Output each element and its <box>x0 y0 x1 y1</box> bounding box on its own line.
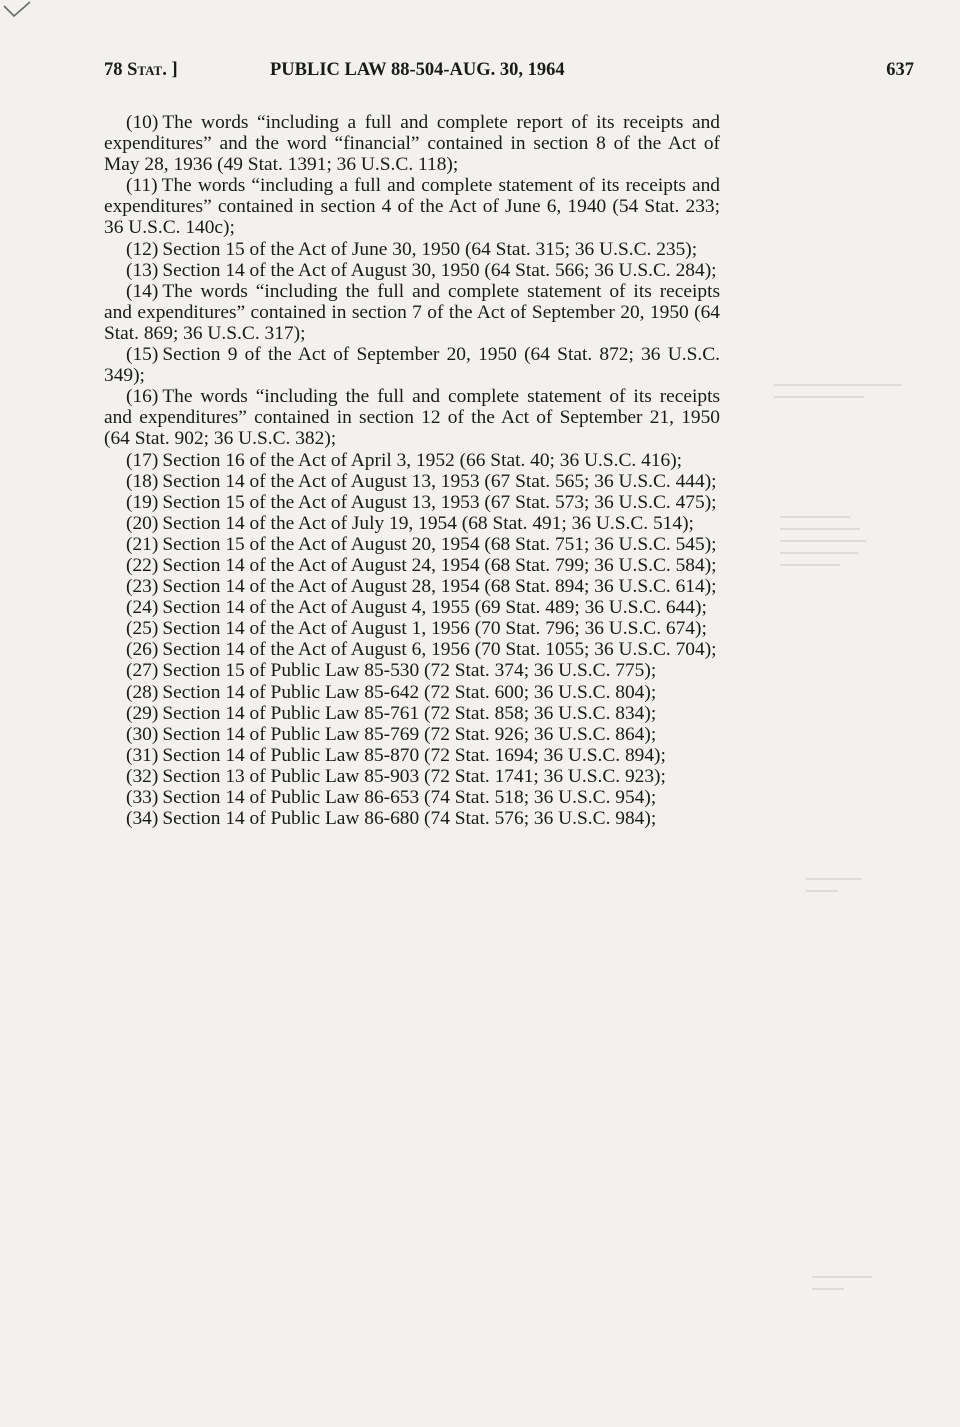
item-text: The words “including a full and complete statement of its receipts and expenditures” contained in section 4 of the Act of June 6, 1940 (54 Stat. 233; 36 U.S.C. 140c); <box>104 175 720 239</box>
item-text: The words “including a full and complete report of its receipts and expenditures” and the word “financial” contained in section 8 of the Act of May 28, 1936 (49 Stat. 1391; 36 U.S.C. 118); <box>104 112 720 176</box>
item-number: (33) <box>126 787 159 808</box>
page-number: 637 <box>886 60 914 80</box>
item-text: Section 15 of the Act of August 13, 1953 (67 Stat. 573; 36 U.S.C. 475); <box>162 491 717 513</box>
item-text: Section 15 of Public Law 85-530 (72 Stat. 374; 36 U.S.C. 775); <box>162 660 657 682</box>
item-number: (13) <box>126 259 159 281</box>
bleed-through-mark <box>780 552 858 554</box>
list-item <box>104 660 720 681</box>
item-text: Section 14 of Public Law 86-680 (74 Stat. 576; 36 U.S.C. 984); <box>162 808 657 830</box>
item-text: Section 14 of the Act of August 1, 1956 (70 Stat. 796; 36 U.S.C. 674); <box>162 618 707 640</box>
list-item <box>104 618 720 639</box>
item-number: (26) <box>126 639 159 661</box>
item-number: (19) <box>126 491 159 513</box>
item-text: Section 14 of the Act of August 6, 1956 (70 Stat. 1055; 36 U.S.C. 704); <box>162 639 717 661</box>
list-item <box>104 450 720 471</box>
item-text: Section 15 of the Act of August 20, 1954 (68 Stat. 751; 36 U.S.C. 545); <box>162 533 717 555</box>
item-text: Section 15 of the Act of June 30, 1950 (64 Stat. 315; 36 U.S.C. 235); <box>162 238 698 260</box>
item-text: The words “including the full and complete statement of its receipts and expenditures” contained in section 12 of the Act of September 21, 1950 (64 Stat. 902; 36 U.S.C. 382); <box>104 386 720 450</box>
item-text: Section 14 of Public Law 86-653 (74 Stat. 518; 36 U.S.C. 954); <box>162 787 657 808</box>
item-number: (22) <box>126 554 159 576</box>
item-number: (20) <box>126 512 159 534</box>
item-number: (34) <box>126 808 159 830</box>
bleed-through-mark <box>806 878 862 880</box>
list-item <box>104 175 720 238</box>
item-text: Section 14 of the Act of July 19, 1954 (68 Stat. 491; 36 U.S.C. 514); <box>162 512 694 534</box>
header-bracket: ] <box>171 60 178 80</box>
list-item <box>104 682 720 703</box>
item-number: (31) <box>126 744 159 766</box>
item-text: Section 14 of Public Law 85-642 (72 Stat. 600; 36 U.S.C. 804); <box>162 681 657 703</box>
bleed-through-mark <box>806 890 838 892</box>
item-number: (17) <box>126 449 159 471</box>
item-number: (27) <box>126 660 159 682</box>
bleed-through-mark <box>780 540 866 542</box>
item-number: (28) <box>126 681 159 703</box>
bleed-through-mark <box>774 396 864 398</box>
item-number: (15) <box>126 344 159 366</box>
volume-citation <box>104 60 178 81</box>
list-item <box>104 386 720 449</box>
statute-body <box>104 112 720 829</box>
item-number: (14) <box>126 280 159 302</box>
item-number: (32) <box>126 765 159 787</box>
list-item <box>104 471 720 492</box>
stat-label: Stat. <box>127 60 167 80</box>
item-text: The words “including the full and complete statement of its receipts and expenditures” contained in section 7 of the Act of September 20, 1950 (64 Stat. 869; 36 U.S.C. 317); <box>104 280 720 344</box>
list-item <box>104 492 720 513</box>
item-text: Section 14 of Public Law 85-769 (72 Stat. 926; 36 U.S.C. 864); <box>162 723 657 745</box>
list-item <box>104 766 720 787</box>
volume-number: 78 <box>104 60 123 80</box>
item-number: (18) <box>126 470 159 492</box>
list-item <box>104 344 720 386</box>
item-text: Section 9 of the Act of September 20, 1950 (64 Stat. 872; 36 U.S.C. 349); <box>104 344 720 387</box>
list-item <box>104 534 720 555</box>
item-number: (10) <box>126 112 159 133</box>
list-item <box>104 513 720 534</box>
item-text: Section 14 of the Act of August 24, 1954 (68 Stat. 799; 36 U.S.C. 584); <box>162 554 717 576</box>
list-item <box>104 555 720 576</box>
list-item <box>104 260 720 281</box>
item-text: Section 14 of Public Law 85-761 (72 Stat. 858; 36 U.S.C. 834); <box>162 702 657 724</box>
list-item <box>104 576 720 597</box>
bleed-through-mark <box>812 1288 844 1290</box>
item-number: (29) <box>126 702 159 724</box>
list-item <box>104 703 720 724</box>
item-text: Section 16 of the Act of April 3, 1952 (66 Stat. 40; 36 U.S.C. 416); <box>162 449 683 471</box>
list-item <box>104 787 720 808</box>
list-item <box>104 639 720 660</box>
item-number: (21) <box>126 533 159 555</box>
bleed-through-mark <box>780 564 840 566</box>
item-number: (16) <box>126 386 159 408</box>
list-item <box>104 745 720 766</box>
item-text: Section 14 of the Act of August 28, 1954 (68 Stat. 894; 36 U.S.C. 614); <box>162 576 717 598</box>
bleed-through-mark <box>780 516 850 518</box>
item-number: (24) <box>126 597 159 619</box>
item-number: (30) <box>126 723 159 745</box>
item-number: (12) <box>126 238 159 260</box>
bleed-through-mark <box>812 1276 872 1278</box>
item-text: Section 14 of the Act of August 30, 1950 (64 Stat. 566; 36 U.S.C. 284); <box>162 259 717 281</box>
corner-tick-icon <box>0 0 40 30</box>
running-header <box>104 60 914 90</box>
item-text: Section 14 of the Act of August 4, 1955 (69 Stat. 489; 36 U.S.C. 644); <box>162 597 707 619</box>
list-item <box>104 724 720 745</box>
page-title: PUBLIC LAW 88-504-AUG. 30, 1964 <box>270 60 565 80</box>
item-text: Section 14 of Public Law 85-870 (72 Stat. 1694; 36 U.S.C. 894); <box>162 744 666 766</box>
item-text: Section 13 of Public Law 85-903 (72 Stat. 1741; 36 U.S.C. 923); <box>162 765 666 787</box>
list-item <box>104 239 720 260</box>
list-item <box>104 281 720 344</box>
list-item <box>104 808 720 829</box>
bleed-through-mark <box>774 384 902 386</box>
list-item <box>104 112 720 175</box>
item-number: (23) <box>126 576 159 598</box>
list-item <box>104 597 720 618</box>
item-number: (25) <box>126 618 159 640</box>
item-text: Section 14 of the Act of August 13, 1953 (67 Stat. 565; 36 U.S.C. 444); <box>162 470 717 492</box>
item-number: (11) <box>126 175 158 197</box>
bleed-through-mark <box>780 528 860 530</box>
